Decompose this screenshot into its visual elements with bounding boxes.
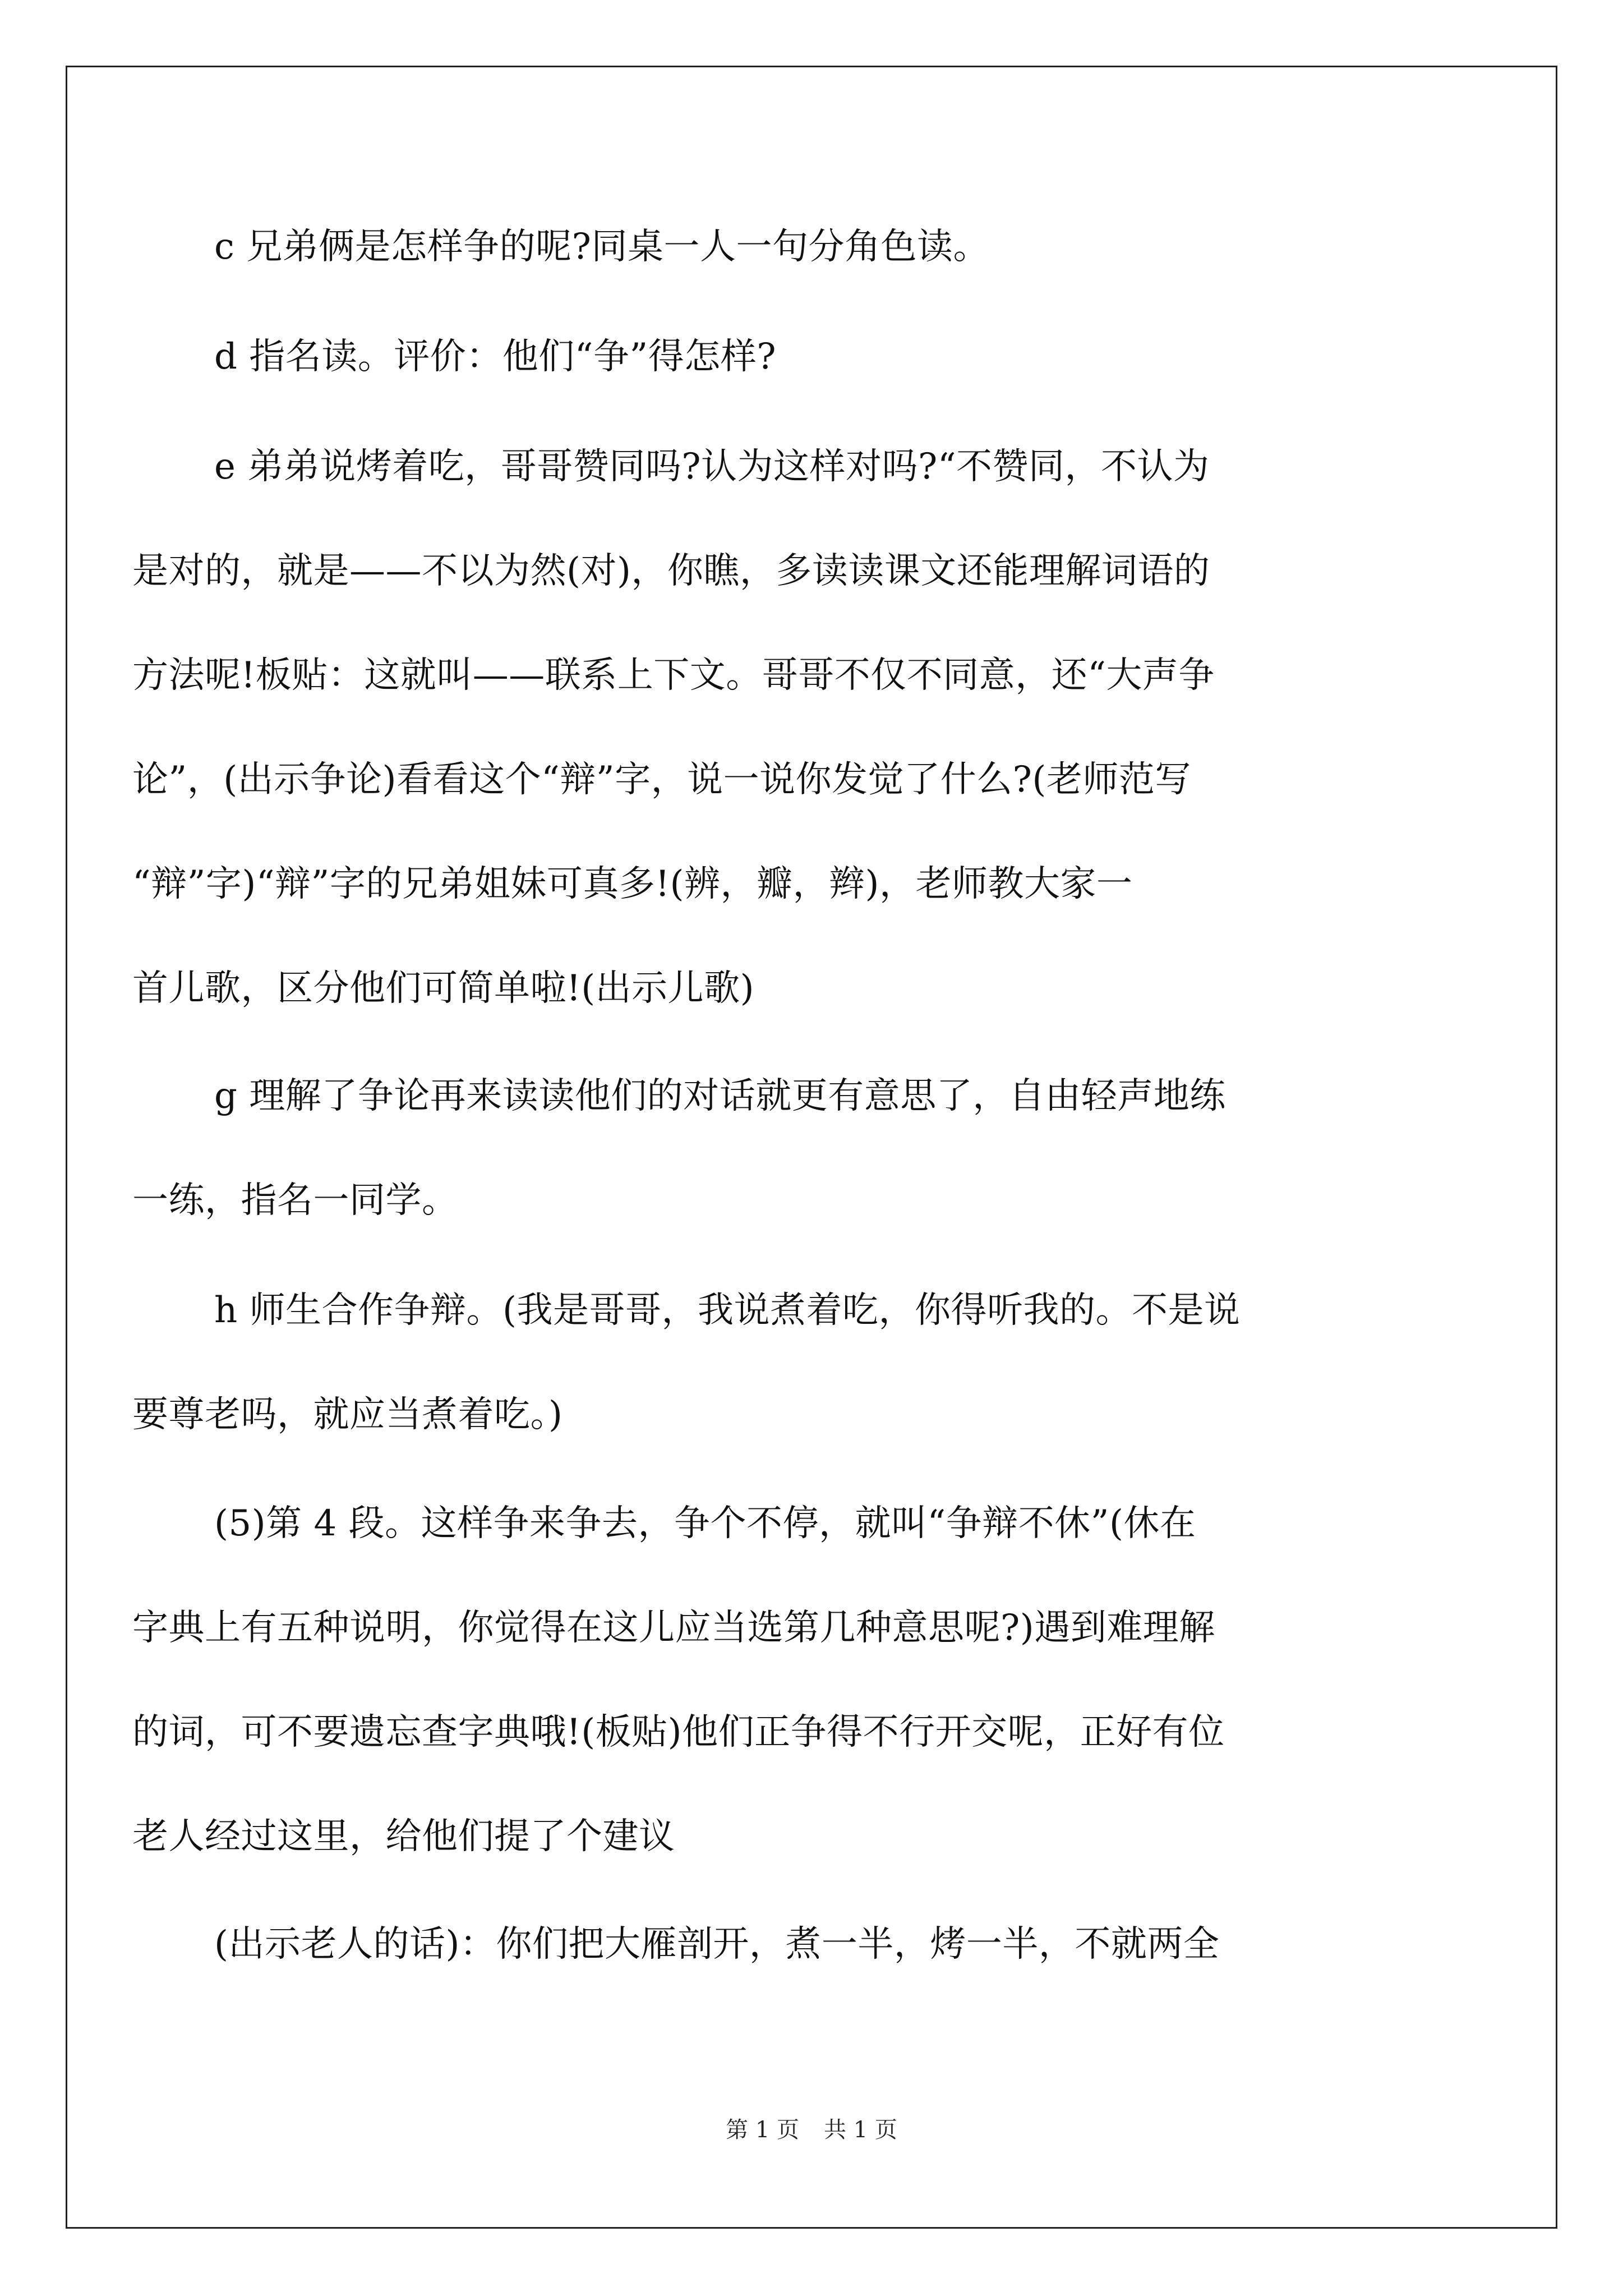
paragraph-line: “辩”字)“辩”字的兄弟姐妹可真多!(辨，瓣，辫)，老师教大家一 xyxy=(132,863,1133,905)
paragraph-line: 一练，指名一同学。 xyxy=(132,1180,458,1221)
paragraph-line: 首儿歌，区分他们可简单啦!(出示儿歌) xyxy=(132,968,755,1009)
page-footer xyxy=(0,2116,1623,2144)
paragraph-line: 方法呢!板贴：这就叫——联系上下文。哥哥不仅不同意，还“大声争 xyxy=(132,655,1215,696)
paragraph-line: 要尊老吗，就应当煮着吃。) xyxy=(132,1394,563,1435)
paragraph-line: 字典上有五种说明，你觉得在这儿应当选第几种意思呢?)遇到难理解 xyxy=(132,1607,1215,1649)
paragraph-line: g 理解了争论再来读读他们的对话就更有意思了，自由轻声地练 xyxy=(214,1075,1226,1117)
paragraph-line: 老人经过这里，给他们提了个建议 xyxy=(132,1816,675,1857)
paragraph-line: d 指名读。评价：他们“争”得怎样? xyxy=(214,336,777,378)
paragraph-line: 的词，可不要遗忘查字典哦!(板贴)他们正争得不行开交呢，正好有位 xyxy=(132,1711,1225,1753)
paragraph-line: (5)第 4 段。这样争来争去，争个不停，就叫“争辩不休”(休在 xyxy=(214,1503,1196,1544)
page-total: 共 1 页 xyxy=(824,2117,897,2143)
paragraph-line: c 兄弟俩是怎样争的呢?同桌一人一句分角色读。 xyxy=(214,226,989,268)
page-frame xyxy=(66,66,1557,2229)
paragraph-line: (出示老人的话)：你们把大雁剖开，煮一半，烤一半，不就两全 xyxy=(214,1924,1220,1965)
paragraph-line: e 弟弟说烤着吃，哥哥赞同吗?认为这样对吗?“不赞同，不认为 xyxy=(214,446,1210,487)
paragraph-line: h 师生合作争辩。(我是哥哥，我说煮着吃，你得听我的。不是说 xyxy=(214,1290,1241,1331)
paragraph-line: 论”，(出示争论)看看这个“辩”字，说一说你发觉了什么?(老师范写 xyxy=(132,759,1191,800)
paragraph-line: 是对的，就是——不以为然(对)，你瞧，多读读课文还能理解词语的 xyxy=(132,550,1210,592)
page-number: 第 1 页 xyxy=(726,2117,799,2143)
